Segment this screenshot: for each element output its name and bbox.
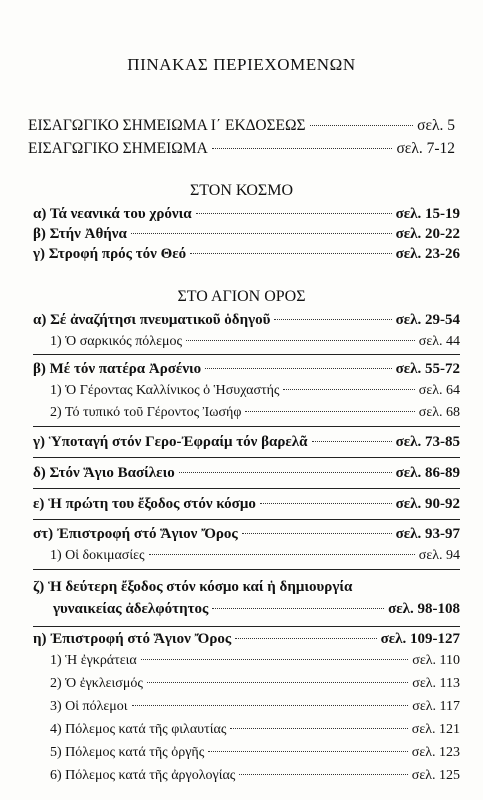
leader-dots	[131, 233, 392, 234]
leader-dots	[212, 148, 393, 149]
leader-dots	[235, 638, 376, 639]
toc-entry-a[interactable]: α) Τά νεανικά του χρόνια σελ. 15-19	[33, 206, 460, 222]
divider	[33, 426, 460, 427]
divider	[33, 626, 460, 627]
toc-entry-s2-st[interactable]: στ) Ἐπιστροφή στό Ἅγιον Ὄρος σελ. 93-97	[33, 526, 460, 542]
leader-dots	[190, 253, 391, 254]
toc-entry-s2-z[interactable]: ζ) Ἡ δεύτερη ἔξοδος στόν κόσμο καί ἡ δημιουργία γυναικείας ἀδελφότητος σελ. 98-108	[33, 579, 460, 617]
leader-dots	[141, 659, 409, 660]
section-heading-world: ΣΤΟΝ ΚΟΣΜΟ	[189, 182, 293, 199]
leader-dots	[208, 751, 408, 752]
toc-subentry-s2-h-5[interactable]: 5) Πόλεμος κατά τῆς ὀργῆς σελ. 123	[50, 745, 460, 760]
divider	[33, 354, 460, 355]
leader-dots	[283, 389, 414, 390]
toc-subentry-s2-b-2[interactable]: 2) Τό τυπικό τοῦ Γέροντος Ἰωσήφ σελ. 68	[50, 405, 460, 420]
toc-subentry-s2-h-6[interactable]: 6) Πόλεμος κατά τῆς ἀργολογίας σελ. 125	[50, 768, 460, 783]
toc-subentry-s2-h-4[interactable]: 4) Πόλεμος κατά τῆς φιλαυτίας σελ. 121	[50, 722, 460, 737]
leader-dots	[242, 533, 392, 534]
leader-dots	[205, 368, 391, 369]
leader-dots	[312, 441, 392, 442]
leader-dots	[274, 319, 391, 320]
divider	[33, 569, 460, 570]
toc-entry-intro[interactable]: ΕΙΣΑΓΩΓΙΚΟ ΣΗΜΕΙΩΜΑ σελ. 7-12	[28, 140, 455, 157]
toc-entry-s2-h[interactable]: η) Ἐπιστροφή στό Ἅγιον Ὄρος σελ. 109-127	[33, 631, 460, 647]
leader-dots	[212, 608, 384, 609]
divider	[33, 457, 460, 458]
divider	[33, 488, 460, 489]
toc-subentry-s2-b-1[interactable]: 1) Ὁ Γέροντας Καλλίνικος ὁ Ἡσυχαστής σελ. 64	[50, 383, 460, 398]
leader-dots	[245, 411, 414, 412]
toc-subentry-s2-a-1[interactable]: 1) Ὁ σαρκικός πόλεμος σελ. 44	[50, 334, 460, 349]
leader-dots	[179, 472, 392, 473]
page-title: ΠΙΝΑΚΑΣ ΠΕΡΙΕΧΟΜΕΝΩΝ	[127, 55, 356, 74]
leader-dots	[147, 682, 408, 683]
toc-entry-b[interactable]: β) Στήν Ἀθήνα σελ. 20-22	[33, 226, 460, 242]
toc-subentry-s2-st-1[interactable]: 1) Οἱ δοκιμασίες σελ. 94	[50, 548, 460, 563]
toc-entry-s2-g[interactable]: γ) Ὑποταγή στόν Γερο-Ἐφραίμ τόν βαρελᾶ σελ. 73-85	[33, 434, 460, 450]
section-heading-holy-mountain: ΣΤΟ ΑΓΙΟΝ ΟΡΟΣ	[177, 288, 306, 305]
toc-subentry-s2-h-2[interactable]: 2) Ὁ ἐγκλεισμός σελ. 113	[50, 676, 460, 691]
leader-dots	[132, 705, 409, 706]
toc-entry-s2-a[interactable]: α) Σέ ἀναζήτησι πνευματικοῦ ὁδηγοῦ σελ. 29-54	[33, 312, 460, 328]
leader-dots	[230, 728, 407, 729]
toc-subentry-s2-h-3[interactable]: 3) Οἱ πόλεμοι σελ. 117	[50, 699, 460, 714]
toc-entry-s2-e[interactable]: ε) Ἡ πρώτη του ἔξοδος στόν κόσμο σελ. 90-92	[33, 496, 460, 512]
leader-dots	[149, 554, 415, 555]
leader-dots	[239, 774, 407, 775]
divider	[33, 519, 460, 520]
toc-entry-s2-d[interactable]: δ) Στόν Ἅγιο Βασίλειο σελ. 86-89	[33, 465, 460, 481]
toc-entry-s2-b[interactable]: β) Μέ τόν πατέρα Ἀρσένιο σελ. 55-72	[33, 361, 460, 377]
toc-subentry-s2-h-1[interactable]: 1) Ἡ ἐγκράτεια σελ. 110	[50, 653, 460, 668]
leader-dots	[310, 125, 414, 126]
toc-entry-intro-10th[interactable]: ΕΙΣΑΓΩΓΙΚΟ ΣΗΜΕΙΩΜΑ Ι΄ ΕΚΔΟΣΕΩΣ σελ. 5	[28, 117, 455, 134]
leader-dots	[186, 340, 415, 341]
leader-dots	[196, 213, 392, 214]
toc-entry-g[interactable]: γ) Στροφή πρός τόν Θεό σελ. 23-26	[33, 246, 460, 262]
leader-dots	[260, 503, 392, 504]
